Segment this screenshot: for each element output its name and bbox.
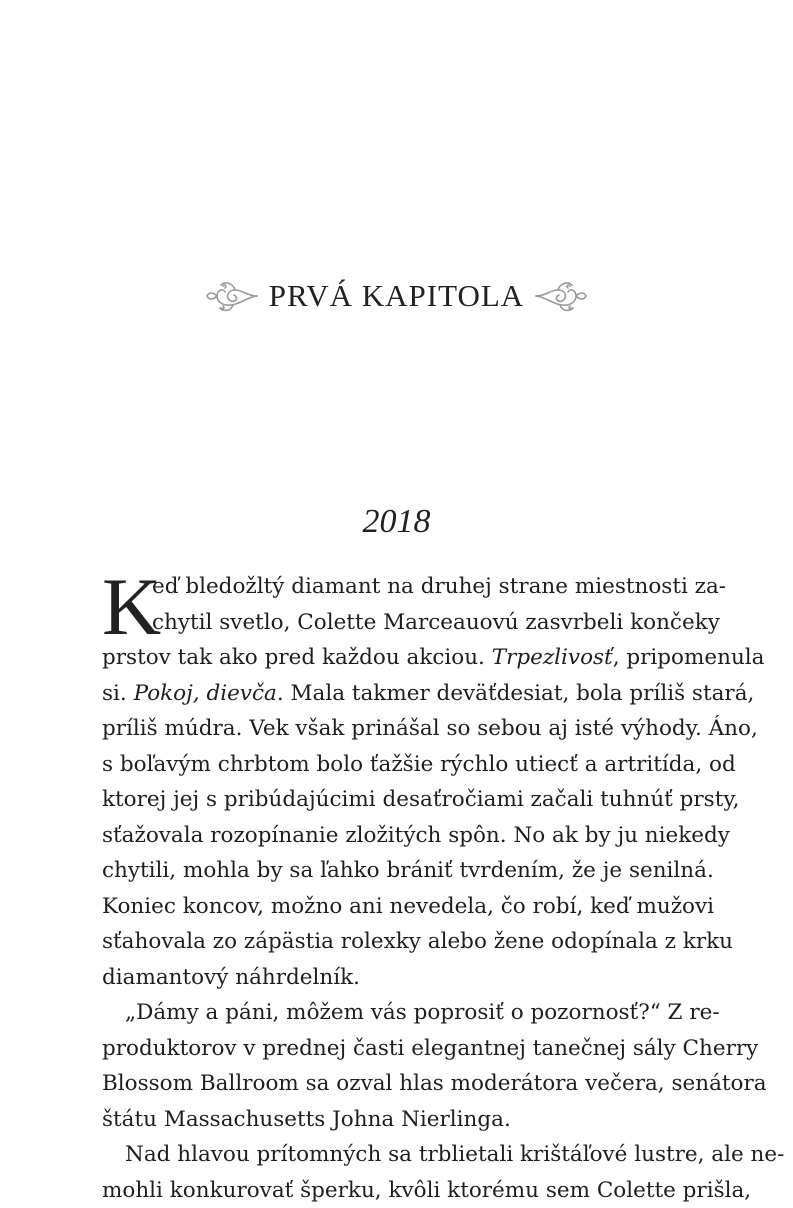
text-line: s boľavým chrbtom bolo ťažšie rýchlo utiecť a artritída, od <box>102 747 696 783</box>
text-segment: . Mala takmer deväťdesiat, bola príliš stará, <box>277 681 755 706</box>
text-line: sťahovala zo zápästia rolexky alebo žene odopínala z krku <box>102 924 696 960</box>
text-line: mohli konkurovať šperku, kvôli ktorému sem Colette prišla, <box>102 1173 696 1208</box>
scroll-flourish-icon <box>534 274 590 318</box>
text-line <box>102 640 696 676</box>
text-line: Blossom Ballroom sa ozval hlas moderátora večera, senátora <box>102 1066 696 1102</box>
text-segment: si. <box>102 681 127 706</box>
text-line: produktorov v prednej časti elegantnej tanečnej sály Cherry <box>102 1031 696 1067</box>
text-line: Koniec koncov, možno ani nevedela, čo robí, keď mužovi <box>102 889 696 925</box>
text-segment: prstov tak ako pred každou akciou. <box>102 645 485 670</box>
text-line: sťažovala rozopínanie zložitých spôn. No ak by ju niekedy <box>102 818 696 854</box>
text-segment: , pripomenula <box>613 645 765 670</box>
text-line: chytil svetlo, Colette Marceauovú zasvrbeli končeky <box>102 605 696 641</box>
scroll-flourish-icon <box>203 274 259 318</box>
text-line: eď bledožltý diamant na druhej strane miestnosti za- <box>102 569 696 605</box>
text-line <box>102 676 696 712</box>
text-line: príliš múdra. Vek však prinášal so sebou aj isté výhody. Áno, <box>102 711 696 747</box>
text-line: Nad hlavou prítomných sa trblietali krištáľové lustre, ale ne- <box>102 1137 696 1173</box>
text-line: „Dámy a páni, môžem vás poprosiť o pozornosť?“ Z re- <box>102 995 696 1031</box>
text-line: chytili, mohla by sa ľahko brániť tvrdením, že je senilná. <box>102 853 696 889</box>
chapter-title: PRVÁ KAPITOLA <box>269 278 524 314</box>
text-line: diamantový náhrdelník. <box>102 960 696 996</box>
text-line: štátu Massachusetts Johna Nierlinga. <box>102 1102 696 1138</box>
chapter-body <box>102 569 696 1208</box>
text-line: ktorej jej s pribúdajúcimi desaťročiami začali tuhnúť prsty, <box>102 782 696 818</box>
chapter-year: 2018 <box>0 503 793 541</box>
chapter-heading <box>0 274 793 318</box>
drop-cap: K <box>102 569 161 645</box>
italic-text: Pokoj, dievča <box>134 681 277 706</box>
italic-text: Trpezlivosť <box>492 645 613 670</box>
